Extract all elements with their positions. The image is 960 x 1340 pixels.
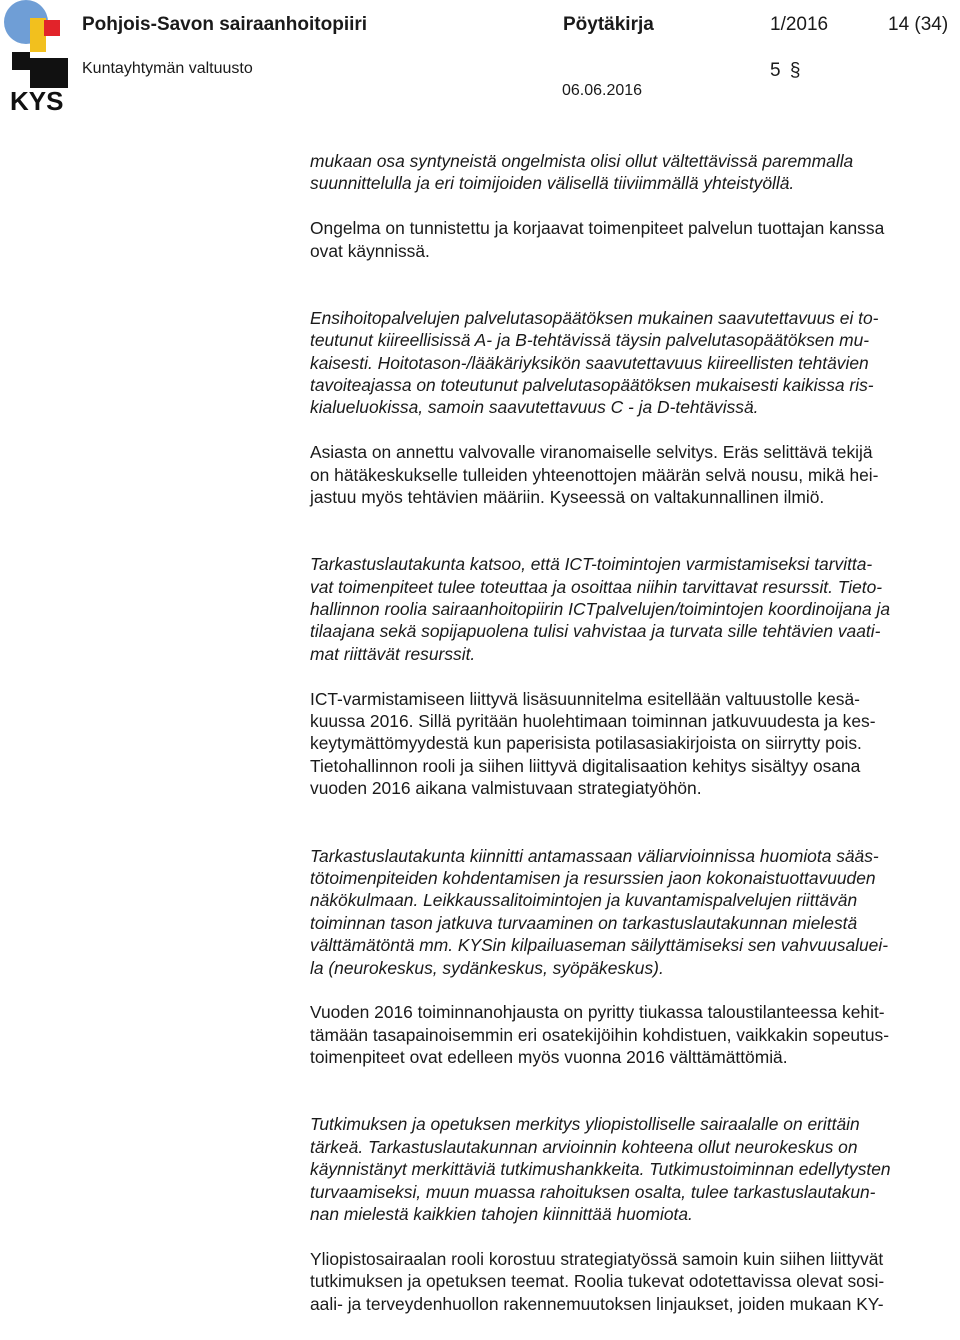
paragraph-0 [310, 150, 960, 195]
meeting-date: 06.06.2016 [562, 82, 643, 99]
text-line: ovat käynnissä. [310, 240, 430, 261]
text-line: kialueluokissa, samoin saavutettavuus C - ja D-tehtävissä. [310, 397, 759, 418]
logo-black-block [30, 58, 68, 88]
text-line: aali- ja terveydenhuollon rakennemuutoksen linjaukset, joiden mukaan KY- [310, 1293, 884, 1314]
paragraph-3 [310, 441, 960, 508]
text-line: välttämätöntä mm. KYSin kilpailuaseman säilyttämiseksi sen vahvuusaluei- [310, 935, 889, 956]
paragraph-5 [310, 688, 960, 800]
text-line: toimenpiteet ovat edelleen myös vuonna 2016 välttämättömiä. [310, 1047, 788, 1068]
text-line: tötoimenpiteiden kohdentamisen ja resurssien jaon kokonaistuottavuuden [310, 867, 876, 888]
text-line: tilaajana sekä sopijapuolena tulisi vahvistaa ja turvata sille tehtävien vaati- [310, 621, 881, 642]
text-line: vuoden 2016 aikana valmistuvaan strategiatyöhön. [310, 778, 702, 799]
text-line: tutkimuksen ja opetuksen teemat. Roolia tukevat odotettavissa olevat sosi- [310, 1271, 885, 1292]
text-line: tärkeä. Tarkastuslautakunnan arvioinnin kohteena ollut neurokeskus on [310, 1136, 858, 1157]
text-line: suunnittelulla ja eri toimijoiden välisellä tiiviimmällä yhteistyöllä. [310, 173, 795, 194]
document-type: Pöytäkirja [563, 14, 654, 35]
text-line: Ensihoitopalvelujen palvelutasopäätöksen mukainen saavutettavuus ei to- [310, 307, 879, 328]
logo-text: KYS [10, 86, 64, 116]
kys-logo [0, 0, 72, 118]
text-line: la (neurokeskus, sydänkeskus, syöpäkeskus). [310, 957, 664, 978]
text-line: Yliopistosairaalan rooli korostuu strategiatyössä samoin kuin siihen liittyvät [310, 1248, 884, 1269]
text-line: Tarkastuslautakunta kiinnitti antamassaan väliarvioinnissa huomiota sääs- [310, 845, 879, 866]
paragraph-1 [310, 217, 960, 262]
logo-red-square [44, 20, 60, 36]
paragraph-6 [310, 845, 960, 979]
text-line: Tietohallinnon rooli ja siihen liittyvä digitalisaation kehitys sisältyy osana [310, 755, 861, 776]
text-line: hallinnon roolia sairaanhoitopiirin ICTpalvelujen/toimintojen koordinoijana ja [310, 599, 891, 620]
paragraph-7 [310, 1001, 960, 1068]
text-line: jastuu myös tehtävien määriin. Kyseessä on valtakunnallinen ilmiö. [310, 487, 825, 508]
paragraph-8 [310, 1113, 960, 1225]
text-line: mat riittävät resurssit. [310, 643, 476, 664]
text-line: nan mielestä kaikkien tahojen kiinnittää huomiota. [310, 1203, 693, 1224]
text-line: on hätäkeskukselle tulleiden yhteenottojen määrän selvä nousu, mikä hei- [310, 464, 879, 485]
paragraph-2 [310, 307, 960, 419]
logo-yellow-bar [30, 18, 46, 52]
page-number: 14 (34) [888, 14, 949, 35]
text-line: Asiasta on annettu valvovalle viranomaiselle selvitys. Eräs selittävä tekijä [310, 442, 873, 463]
body-name: Kuntayhtymän valtuusto [82, 60, 253, 77]
text-line: Ongelma on tunnistettu ja korjaavat toimenpiteet palvelun tuottajan kanssa [310, 218, 885, 239]
text-line: ICT-varmistamiseen liittyvä lisäsuunnitelma esitellään valtuustolle kesä- [310, 688, 860, 709]
section-mark: § [789, 60, 801, 81]
text-line: Tutkimuksen ja opetuksen merkitys yliopistolliselle sairaalalle on erittäin [310, 1114, 860, 1135]
issue-number: 1/2016 [770, 14, 829, 35]
text-line: Vuoden 2016 toiminnanohjausta on pyritty tiukassa taloustilanteessa kehit- [310, 1002, 885, 1023]
text-line: toiminnan tason jatkuva turvaaminen on tarkastuslautakunnan mielestä [310, 912, 858, 933]
text-line: käynnistänyt merkittäviä tutkimushankkeita. Tutkimustoiminnan edellytysten [310, 1159, 891, 1180]
section-number [770, 60, 800, 82]
paragraph-4 [310, 553, 960, 665]
logo-black-square [12, 52, 30, 70]
text-line: teutunut kiireellisissä A- ja B-tehtävissä täysin palvelutasopäätöksen mu- [310, 330, 870, 351]
document-body [310, 150, 960, 1315]
text-line: tavoiteajassa on toteutunut palvelutasopäätöksen mukaisesti kaikissa ris- [310, 375, 874, 396]
text-line: mukaan osa syntyneistä ongelmista olisi ollut vältettävissä paremmalla [310, 151, 854, 171]
text-line: näkökulmaan. Leikkaussalitoimintojen ja kuvantamispalvelujen riittävän [310, 890, 858, 911]
text-line: vat toimenpiteet tulee toteuttaa ja osoittaa niihin tarvittavat resurssit. Tieto- [310, 576, 883, 597]
text-line: keytymättömyydestä kun paperisista potilasasiakirjoista on siirrytty pois. [310, 733, 862, 754]
text-line: tämään tasapainoisemmin eri osatekijöihin kohdistuen, vaikkakin sopeutus- [310, 1024, 890, 1045]
section-number-value: 5 [770, 60, 781, 81]
text-line: kaisesti. Hoitotason-/lääkäriyksikön saavutettavuus kiireellisten tehtävien [310, 352, 869, 373]
text-line: Tarkastuslautakunta katsoo, että ICT-toimintojen varmistamiseksi tarvitta- [310, 554, 873, 575]
text-line: turvaamiseksi, muun muassa rahoituksen osalta, tulee tarkastuslautakun- [310, 1181, 876, 1202]
paragraph-9 [310, 1248, 960, 1315]
organization-name: Pohjois-Savon sairaanhoitopiiri [82, 14, 368, 35]
text-line: kuussa 2016. Sillä pyritään huolehtimaan toiminnan jatkuvuudesta ja kes- [310, 711, 876, 732]
